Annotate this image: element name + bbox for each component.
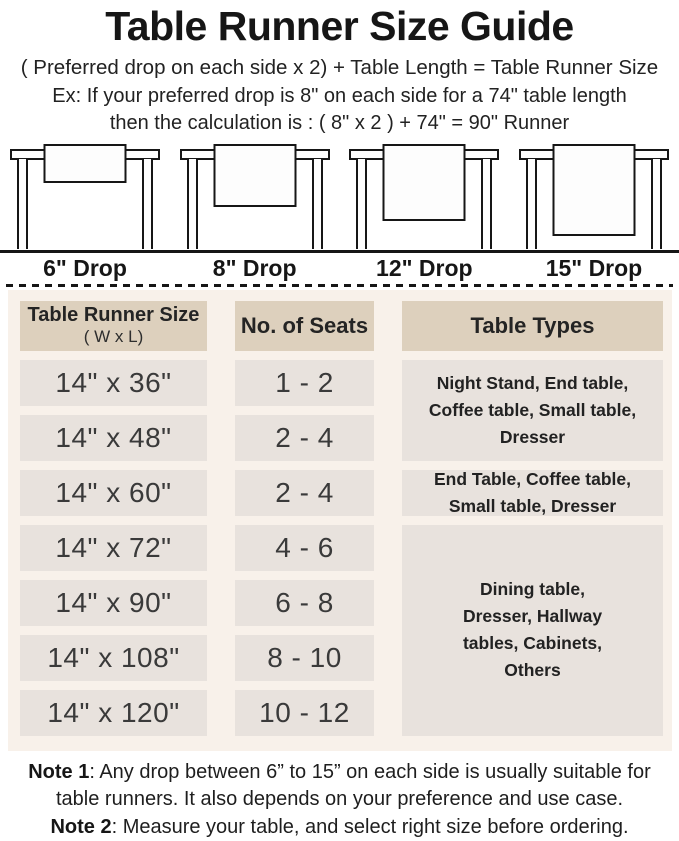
page-title: Table Runner Size Guide — [105, 3, 574, 49]
seats-cell — [235, 525, 374, 571]
size-cell — [20, 580, 207, 626]
size-value: 14" x 36" — [55, 366, 172, 398]
size-value: 14" x 108" — [47, 641, 180, 673]
table-illustration-15-drop — [519, 143, 669, 249]
seats-value: 4 - 6 — [275, 531, 334, 563]
runner-shape — [44, 144, 127, 183]
seats-cell — [235, 470, 374, 516]
seats-cell — [235, 635, 374, 681]
note-2-line — [0, 814, 679, 841]
size-value: 14" x 72" — [55, 531, 172, 563]
column-header-table-types — [402, 301, 663, 351]
size-cell — [20, 525, 207, 571]
note-2-label: Note 2 — [50, 815, 112, 838]
drop-label-8: 8" Drop — [212, 254, 297, 281]
table-types-value: End Table, Coffee table, Small table, Dresser — [433, 468, 632, 516]
top-text-block — [0, 0, 679, 135]
drop-labels-row — [0, 253, 679, 284]
table-types-cell-small — [402, 360, 663, 461]
table-types-cell-medium — [402, 470, 663, 516]
note-1-label: Note 1 — [28, 760, 90, 783]
seats-cell — [235, 690, 374, 736]
example-line-2: then the calculation is : ( 8" x 2 ) + 74" = 90" Runner — [109, 112, 570, 135]
size-cell — [20, 415, 207, 461]
note-2-text: : Measure your table, and select right size before ordering. — [111, 815, 629, 838]
size-cell — [20, 690, 207, 736]
size-guide-table — [20, 301, 663, 736]
footer-notes — [0, 759, 679, 841]
formula-line: ( Preferred drop on each side x 2) + Table Length = Table Runner Size — [20, 56, 659, 80]
table-leg — [187, 159, 198, 249]
drop-label-6: 6" Drop — [43, 254, 127, 281]
seats-value: 2 - 4 — [275, 421, 334, 453]
seats-value: 10 - 12 — [259, 696, 350, 728]
seats-value: 8 - 10 — [267, 641, 342, 673]
table-leg — [17, 159, 28, 249]
table-leg — [356, 159, 367, 249]
seats-value: 1 - 2 — [275, 366, 334, 398]
size-cell — [20, 470, 207, 516]
table-leg — [142, 159, 153, 249]
size-guide-panel — [8, 290, 672, 751]
seats-cell — [235, 580, 374, 626]
table-illustration-6-drop — [10, 143, 160, 249]
drop-label-15: 15" Drop — [545, 254, 643, 281]
column-header-runner-size-title: Table Runner Size — [27, 304, 200, 327]
size-cell — [20, 635, 207, 681]
size-value: 14" x 48" — [55, 421, 172, 453]
runner-shape — [383, 144, 466, 221]
runner-shape — [213, 144, 296, 207]
table-illustration-8-drop — [180, 143, 330, 249]
seats-value: 2 - 4 — [275, 476, 334, 508]
table-leg — [312, 159, 323, 249]
size-value: 14" x 60" — [55, 476, 172, 508]
note-1-text: : Any drop between 6” to 15” on each side is usually suitable for — [89, 760, 651, 783]
column-header-runner-size-sub: ( W x L) — [83, 327, 144, 347]
drop-label-12: 12" Drop — [376, 254, 473, 281]
column-header-seats — [235, 301, 374, 351]
size-value: 14" x 90" — [55, 586, 172, 618]
seats-cell — [235, 415, 374, 461]
table-types-value: Night Stand, End table, Coffee table, Small table, Dresser — [428, 372, 637, 447]
runner-shape — [552, 144, 635, 236]
table-types-cell-large — [402, 525, 663, 736]
table-types-value: Dining table, Dresser, Hallway tables, Cabinets, Others — [462, 578, 603, 681]
seats-cell — [235, 360, 374, 406]
column-header-table-types-label: Table Types — [470, 312, 595, 338]
seats-value: 6 - 8 — [275, 586, 334, 618]
table-illustration-12-drop — [349, 143, 499, 249]
drop-illustrations-row — [0, 143, 679, 249]
column-header-seats-label: No. of Seats — [240, 312, 369, 338]
note-1-line-2: table runners. It also depends on your preference and use case. — [55, 788, 624, 811]
note-1-line-1 — [0, 759, 679, 787]
column-header-runner-size — [20, 301, 207, 351]
table-leg — [481, 159, 492, 249]
dashed-divider — [6, 284, 673, 287]
size-value: 14" x 120" — [47, 696, 180, 728]
table-leg — [526, 159, 537, 249]
table-leg — [651, 159, 662, 249]
example-line-1: Ex: If your preferred drop is 8" on each side for a 74" table length — [52, 85, 627, 108]
size-cell — [20, 360, 207, 406]
